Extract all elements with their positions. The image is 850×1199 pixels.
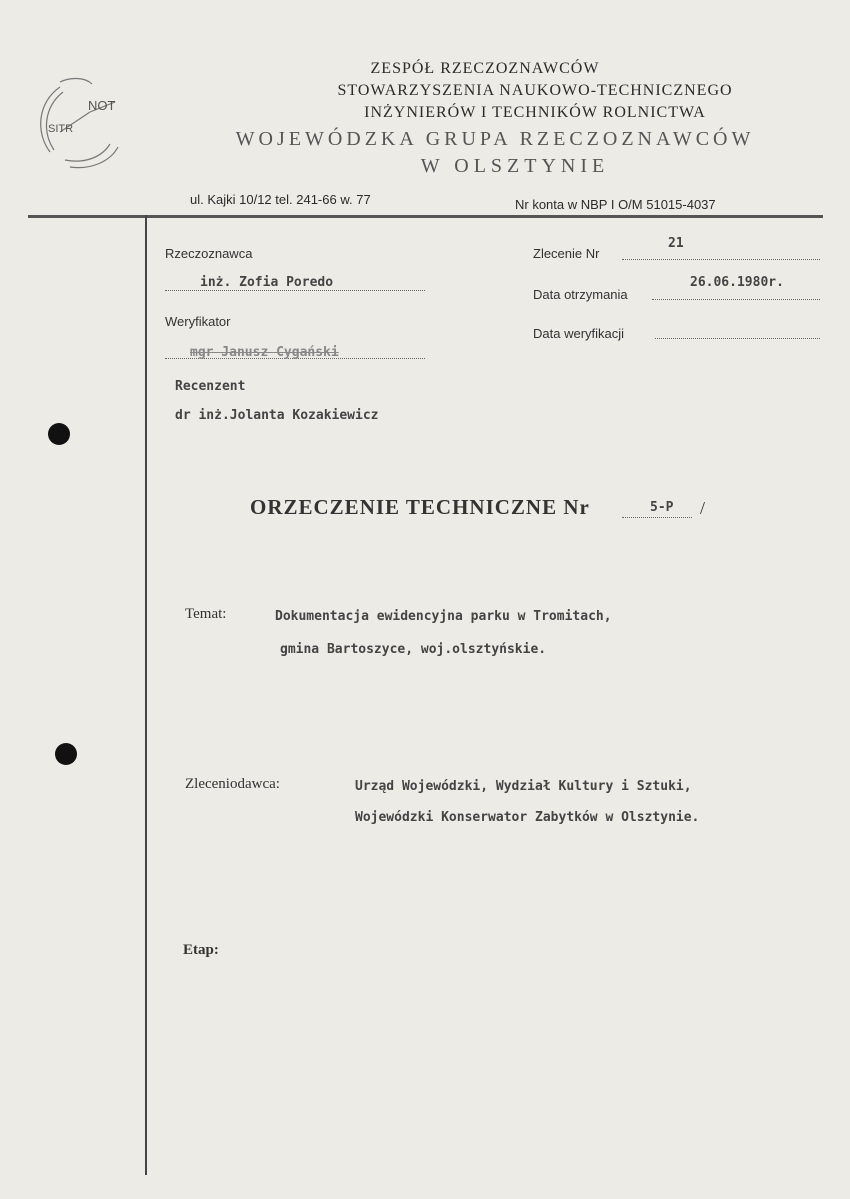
punch-hole-bottom [55, 743, 77, 765]
zleceniodawca-label: Zleceniodawca: [185, 776, 280, 792]
weryfikator-label: Weryfikator [165, 314, 231, 329]
title-slash: / [700, 498, 706, 518]
recenzent-value: dr inż.Jolanta Kozakiewicz [175, 408, 379, 423]
margin-rule [145, 215, 147, 1175]
document-title: ORZECZENIE TECHNICZNE Nr [250, 495, 590, 519]
rzeczoznawca-label: Rzeczoznawca [165, 246, 253, 261]
header-line-5: W OLSZTYNIE [420, 155, 610, 177]
weryfikator-value: mgr Janusz Cygański [190, 345, 339, 360]
data-weryfikacji-label: Data weryfikacji [533, 326, 625, 341]
temat-line-2: gmina Bartoszyce, woj.olsztyńskie. [280, 642, 547, 657]
zlecenie-label: Zlecenie Nr [533, 246, 600, 261]
etap-label: Etap: [183, 942, 219, 958]
punch-hole-top [48, 423, 70, 445]
header-line-2: STOWARZYSZENIA NAUKOWO-TECHNICZNEGO [337, 82, 733, 99]
logo-sitr-text: SITR [48, 123, 74, 135]
recenzent-label: Recenzent [175, 379, 246, 394]
document-number: 5-P [650, 500, 674, 515]
header-line-1: ZESPÓŁ RZECZOZNAWCÓW [370, 60, 600, 77]
logo-not-text: NOT [88, 98, 116, 113]
zleceniodawca-line-1: Urząd Wojewódzki, Wydział Kultury i Sztuki, [355, 779, 692, 794]
rzeczoznawca-value: inż. Zofia Poredo [200, 275, 334, 290]
header-account: Nr konta w NBP I O/M 51015-4037 [515, 197, 716, 212]
header-line-3: INŻYNIERÓW I TECHNIKÓW ROLNICTWA [364, 104, 706, 121]
data-otrzymania-label: Data otrzymania [533, 287, 628, 302]
zlecenie-value: 21 [668, 236, 684, 251]
zlecenie-dotted-line [622, 258, 820, 260]
title-number-dotted-line [622, 516, 692, 518]
zleceniodawca-line-2: Wojewódzki Konserwator Zabytków w Olsztynie. [355, 810, 700, 825]
header-rule [28, 215, 823, 218]
header-line-4: WOJEWÓDZKA GRUPA RZECZOZNAWCÓW [235, 128, 755, 150]
data-otrzymania-dotted-line [652, 298, 820, 300]
temat-line-1: Dokumentacja ewidencyjna parku w Tromitach, [275, 609, 612, 624]
data-otrzymania-value: 26.06.1980r. [690, 275, 784, 290]
temat-label: Temat: [185, 606, 227, 622]
header-address: ul. Kajki 10/12 tel. 241-66 w. 77 [190, 192, 371, 207]
data-weryfikacji-dotted-line [655, 337, 820, 339]
